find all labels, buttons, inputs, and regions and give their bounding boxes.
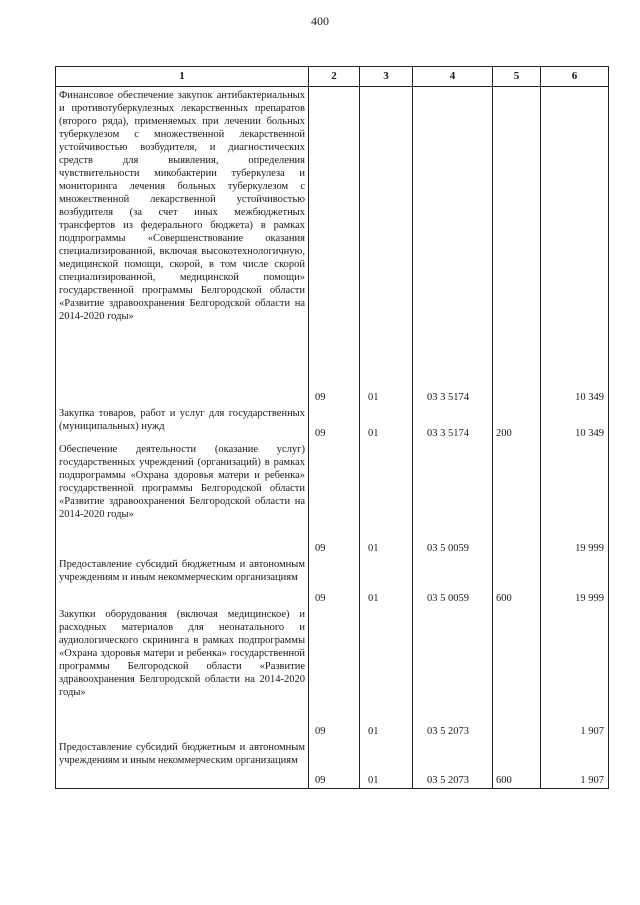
row-amount: 10 349: [541, 87, 609, 405]
row-description: Предоставление субсидий бюджетным и автономным учреждениям и иным некоммерческим организациям: [56, 556, 309, 606]
row-target-article: 03 5 0059: [413, 556, 493, 606]
header-row: [56, 67, 609, 87]
row-subsection: 01: [360, 606, 413, 739]
row-target-article: 03 3 5174: [413, 87, 493, 405]
row-section: 09: [309, 739, 360, 789]
row-section: 09: [309, 87, 360, 405]
header-cell-4: 4: [413, 67, 493, 87]
table-row: [56, 556, 609, 606]
row-subsection: 01: [360, 739, 413, 789]
header-cell-6: 6: [541, 67, 609, 87]
row-section: 09: [309, 441, 360, 556]
row-description: Финансовое обеспечение закупок антибактериальных и противотуберкулезных лекарственных препаратов (второго ряда), применяемых при лечении больных туберкулезом с множественной лекарственной устойчивостью возбудителя, и диагностических средств для выявления, определения чувствительности микобактерии туберкулеза и мониторинга лечения больных туберкулезом с множественной лекарственной устойчивостью возбудителя (за счет иных межбюджетных трансфертов из федерального бюджета) в рамках подпрограммы «Совершенствование оказания специализированной, включая высокотехнологичную, медицинской помощи, скорой, в том числе скорой специализированной, медицинской помощи» государственной программы Белгородской области «Развитие здравоохранения Белгородской области на 2014-2020 годы»: [56, 87, 309, 405]
header-cell-3: 3: [360, 67, 413, 87]
row-target-article: 03 5 2073: [413, 606, 493, 739]
row-section: 09: [309, 606, 360, 739]
page-number: 400: [311, 14, 329, 28]
row-expense-type: [493, 606, 541, 739]
row-description: Предоставление субсидий бюджетным и автономным учреждениям и иным некоммерческим организациям: [56, 739, 309, 789]
row-section: 09: [309, 405, 360, 441]
row-description: Обеспечение деятельности (оказание услуг) государственных учреждений (организаций) в рамках подпрограммы «Охрана здоровья матери и ребенка» государственной программы Белгородской области «Развитие здравоохранения Белгородской области на 2014-2020 годы»: [56, 441, 309, 556]
row-target-article: 03 5 2073: [413, 739, 493, 789]
row-subsection: 01: [360, 441, 413, 556]
row-expense-type: [493, 87, 541, 405]
table-row: [56, 87, 609, 405]
table-row: [56, 739, 609, 789]
header-cell-5: 5: [493, 67, 541, 87]
row-expense-type: 200: [493, 405, 541, 441]
row-amount: 1 907: [541, 739, 609, 789]
row-expense-type: 600: [493, 556, 541, 606]
row-section: 09: [309, 556, 360, 606]
row-amount: 19 999: [541, 441, 609, 556]
row-expense-type: [493, 441, 541, 556]
table-header: [56, 67, 609, 87]
header-cell-1: 1: [56, 67, 309, 87]
row-subsection: 01: [360, 405, 413, 441]
row-target-article: 03 5 0059: [413, 441, 493, 556]
row-description: Закупка товаров, работ и услуг для государственных (муниципальных) нужд: [56, 405, 309, 441]
table-row: [56, 405, 609, 441]
row-subsection: 01: [360, 87, 413, 405]
table-row: [56, 606, 609, 739]
table-body: [56, 87, 609, 789]
header-cell-2: 2: [309, 67, 360, 87]
row-subsection: 01: [360, 556, 413, 606]
row-amount: 1 907: [541, 606, 609, 739]
row-amount: 10 349: [541, 405, 609, 441]
row-target-article: 03 3 5174: [413, 405, 493, 441]
row-amount: 19 999: [541, 556, 609, 606]
row-expense-type: 600: [493, 739, 541, 789]
budget-table: [55, 66, 609, 789]
row-description: Закупки оборудования (включая медицинское) и расходных материалов для неонатального и аудиологического скрининга в рамках подпрограммы «Охрана здоровья матери и ребенка» государственной программы Белгородской области «Развитие здравоохранения Белгородской области на 2014-2020 годы»: [56, 606, 309, 739]
table-row: [56, 441, 609, 556]
